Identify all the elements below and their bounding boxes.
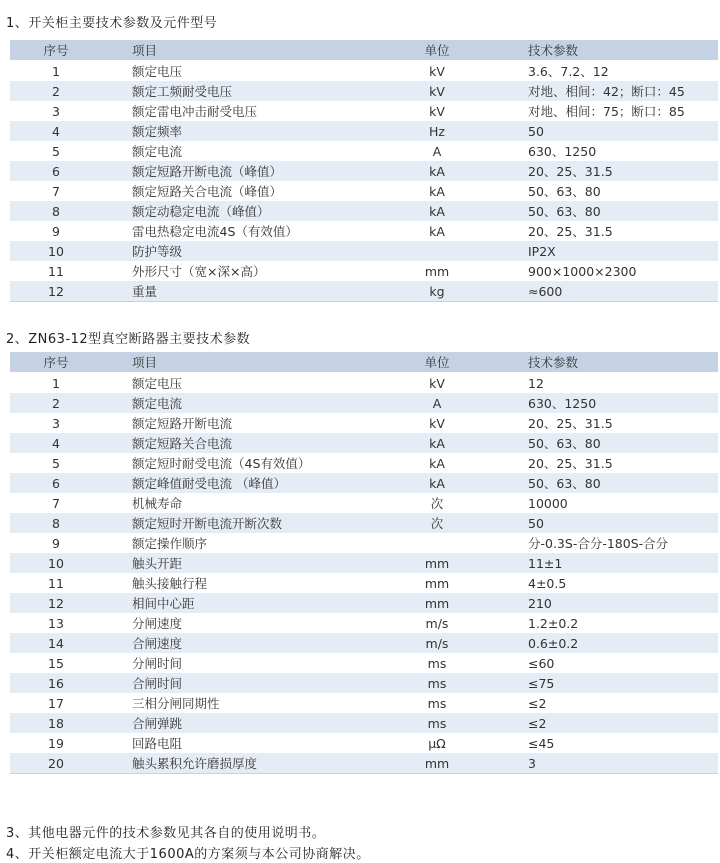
cell-no: 4 (10, 121, 102, 141)
cell-item: 重量 (102, 281, 372, 302)
cell-value: ≤2 (502, 693, 718, 713)
cell-no: 12 (10, 593, 102, 613)
cell-unit: mm (372, 573, 502, 593)
cell-unit: mm (372, 593, 502, 613)
cell-item: 触头接触行程 (102, 573, 372, 593)
cell-no: 11 (10, 573, 102, 593)
cell-no: 3 (10, 413, 102, 433)
table-row (10, 101, 718, 121)
cell-item: 分闸速度 (102, 613, 372, 633)
table-row (10, 573, 718, 593)
header-item: 项目 (102, 40, 372, 61)
table-row (10, 281, 718, 302)
cell-value: 20、25、31.5 (502, 221, 718, 241)
table-row (10, 593, 718, 613)
cell-item: 额定工频耐受电压 (102, 81, 372, 101)
cell-no: 9 (10, 533, 102, 553)
cell-item: 三相分闸同期性 (102, 693, 372, 713)
table-row (10, 453, 718, 473)
cell-no: 5 (10, 141, 102, 161)
cell-item: 相间中心距 (102, 593, 372, 613)
cell-value: 1.2±0.2 (502, 613, 718, 633)
switchgear-spec-rows (10, 61, 718, 302)
cell-value: ≤60 (502, 653, 718, 673)
cell-unit: kA (372, 201, 502, 221)
cell-unit: kV (372, 81, 502, 101)
cell-no: 10 (10, 553, 102, 573)
cell-no: 7 (10, 493, 102, 513)
cell-unit: kV (372, 101, 502, 121)
cell-unit: mm (372, 261, 502, 281)
cell-value: ≤75 (502, 673, 718, 693)
cell-value: 50、63、80 (502, 433, 718, 453)
cell-unit (372, 533, 502, 553)
cell-no: 16 (10, 673, 102, 693)
cell-value: 210 (502, 593, 718, 613)
cell-unit: kA (372, 473, 502, 493)
table-header-row (10, 352, 718, 373)
cell-value: ≤2 (502, 713, 718, 733)
cell-no: 6 (10, 161, 102, 181)
cell-no: 14 (10, 633, 102, 653)
note-3: 3、其他电器元件的技术参数见其各自的使用说明书。 (6, 826, 326, 841)
cell-item: 额定操作顺序 (102, 533, 372, 553)
cell-unit: μΩ (372, 733, 502, 753)
cell-no: 11 (10, 261, 102, 281)
cell-unit: A (372, 141, 502, 161)
cell-item: 触头累积允许磨损厚度 (102, 753, 372, 774)
cell-unit: mm (372, 553, 502, 573)
cell-item: 分闸时间 (102, 653, 372, 673)
cell-value: 3 (502, 753, 718, 774)
cell-no: 4 (10, 433, 102, 453)
cell-value: 分-0.3S-合分-180S-合分 (502, 533, 718, 553)
cell-unit: kA (372, 181, 502, 201)
cell-item: 额定电压 (102, 373, 372, 394)
cell-unit: m/s (372, 633, 502, 653)
cell-no: 2 (10, 81, 102, 101)
cell-item: 额定电流 (102, 393, 372, 413)
cell-value: 对地、相间：75；断口：85 (502, 101, 718, 121)
header-value: 技术参数 (502, 352, 718, 373)
cell-item: 额定电压 (102, 61, 372, 82)
cell-value: 900×1000×2300 (502, 261, 718, 281)
table-row (10, 633, 718, 653)
cell-no: 9 (10, 221, 102, 241)
cell-value: 4±0.5 (502, 573, 718, 593)
table-row (10, 433, 718, 453)
cell-no: 1 (10, 61, 102, 82)
table-row (10, 753, 718, 774)
cell-value: 50 (502, 513, 718, 533)
cell-unit: 次 (372, 513, 502, 533)
cell-no: 7 (10, 181, 102, 201)
cell-unit: A (372, 393, 502, 413)
cell-value: 50、63、80 (502, 201, 718, 221)
cell-item: 额定雷电冲击耐受电压 (102, 101, 372, 121)
cell-item: 额定动稳定电流（峰值） (102, 201, 372, 221)
table-row (10, 513, 718, 533)
cell-value: ≤45 (502, 733, 718, 753)
cell-item: 额定峰值耐受电流 （峰值） (102, 473, 372, 493)
cell-value: ≈600 (502, 281, 718, 302)
table-row (10, 261, 718, 281)
cell-unit: kA (372, 453, 502, 473)
cell-no: 10 (10, 241, 102, 261)
table-row (10, 141, 718, 161)
header-item: 项目 (102, 352, 372, 373)
table-row (10, 221, 718, 241)
cell-value: 20、25、31.5 (502, 161, 718, 181)
header-no: 序号 (10, 40, 102, 61)
cell-unit: kA (372, 433, 502, 453)
cell-value: 50 (502, 121, 718, 141)
cell-no: 5 (10, 453, 102, 473)
table-row (10, 413, 718, 433)
cell-no: 12 (10, 281, 102, 302)
cell-unit: ms (372, 653, 502, 673)
table-row (10, 373, 718, 394)
table-row (10, 493, 718, 513)
cell-unit: kA (372, 161, 502, 181)
cell-item: 防护等级 (102, 241, 372, 261)
cell-item: 额定电流 (102, 141, 372, 161)
cell-value: IP2X (502, 241, 718, 261)
cell-unit (372, 241, 502, 261)
cell-value: 50、63、80 (502, 181, 718, 201)
cell-item: 雷电热稳定电流4S（有效值） (102, 221, 372, 241)
cell-item: 额定频率 (102, 121, 372, 141)
cell-unit: ms (372, 693, 502, 713)
cell-unit: 次 (372, 493, 502, 513)
table-row (10, 61, 718, 82)
cell-value: 20、25、31.5 (502, 453, 718, 473)
table-row (10, 181, 718, 201)
header-no: 序号 (10, 352, 102, 373)
note-4: 4、开关柜额定电流大于1600A的方案须与本公司协商解决。 (6, 847, 370, 862)
cell-unit: ms (372, 713, 502, 733)
cell-unit: kV (372, 413, 502, 433)
header-value: 技术参数 (502, 40, 718, 61)
table-row (10, 733, 718, 753)
cell-item: 外形尺寸（宽×深×高） (102, 261, 372, 281)
cell-item: 机械寿命 (102, 493, 372, 513)
table-row (10, 81, 718, 101)
table-row (10, 121, 718, 141)
cell-unit: m/s (372, 613, 502, 633)
cell-value: 10000 (502, 493, 718, 513)
cell-value: 11±1 (502, 553, 718, 573)
cell-unit: Hz (372, 121, 502, 141)
cell-item: 额定短路开断电流 (102, 413, 372, 433)
cell-value: 630、1250 (502, 393, 718, 413)
cell-no: 17 (10, 693, 102, 713)
cell-item: 额定短路开断电流（峰值） (102, 161, 372, 181)
cell-value: 50、63、80 (502, 473, 718, 493)
table-row (10, 533, 718, 553)
cell-no: 20 (10, 753, 102, 774)
table-row (10, 713, 718, 733)
table-row (10, 473, 718, 493)
cell-value: 12 (502, 373, 718, 394)
table-row (10, 201, 718, 221)
cell-no: 19 (10, 733, 102, 753)
cell-no: 2 (10, 393, 102, 413)
header-unit: 单位 (372, 40, 502, 61)
table-row (10, 161, 718, 181)
breaker-spec-rows (10, 373, 718, 774)
cell-unit: mm (372, 753, 502, 774)
table-header-row (10, 40, 718, 61)
cell-value: 3.6、7.2、12 (502, 61, 718, 82)
cell-no: 1 (10, 373, 102, 394)
cell-unit: kg (372, 281, 502, 302)
cell-no: 6 (10, 473, 102, 493)
cell-unit: kV (372, 373, 502, 394)
cell-value: 对地、相间：42；断口：45 (502, 81, 718, 101)
header-unit: 单位 (372, 352, 502, 373)
cell-item: 回路电阻 (102, 733, 372, 753)
cell-item: 合闸时间 (102, 673, 372, 693)
cell-no: 3 (10, 101, 102, 121)
cell-no: 15 (10, 653, 102, 673)
cell-item: 额定短路关合电流（峰值） (102, 181, 372, 201)
cell-value: 630、1250 (502, 141, 718, 161)
cell-unit: ms (372, 673, 502, 693)
breaker-spec-table (10, 352, 718, 774)
cell-no: 18 (10, 713, 102, 733)
cell-unit: kA (372, 221, 502, 241)
cell-item: 触头开距 (102, 553, 372, 573)
cell-value: 0.6±0.2 (502, 633, 718, 653)
table-row (10, 613, 718, 633)
cell-value: 20、25、31.5 (502, 413, 718, 433)
cell-item: 额定短路关合电流 (102, 433, 372, 453)
table-row (10, 393, 718, 413)
section2-title: 2、ZN63-12型真空断路器主要技术参数 (6, 332, 251, 347)
table-row (10, 653, 718, 673)
section1-title: 1、开关柜主要技术参数及元件型号 (6, 16, 218, 31)
cell-item: 合闸弹跳 (102, 713, 372, 733)
cell-unit: kV (372, 61, 502, 82)
table-row (10, 241, 718, 261)
table-row (10, 553, 718, 573)
cell-item: 额定短时耐受电流（4S有效值） (102, 453, 372, 473)
cell-no: 8 (10, 201, 102, 221)
cell-no: 13 (10, 613, 102, 633)
cell-item: 额定短时开断电流开断次数 (102, 513, 372, 533)
cell-item: 合闸速度 (102, 633, 372, 653)
table-row (10, 693, 718, 713)
cell-no: 8 (10, 513, 102, 533)
table-row (10, 673, 718, 693)
switchgear-spec-table (10, 40, 718, 302)
